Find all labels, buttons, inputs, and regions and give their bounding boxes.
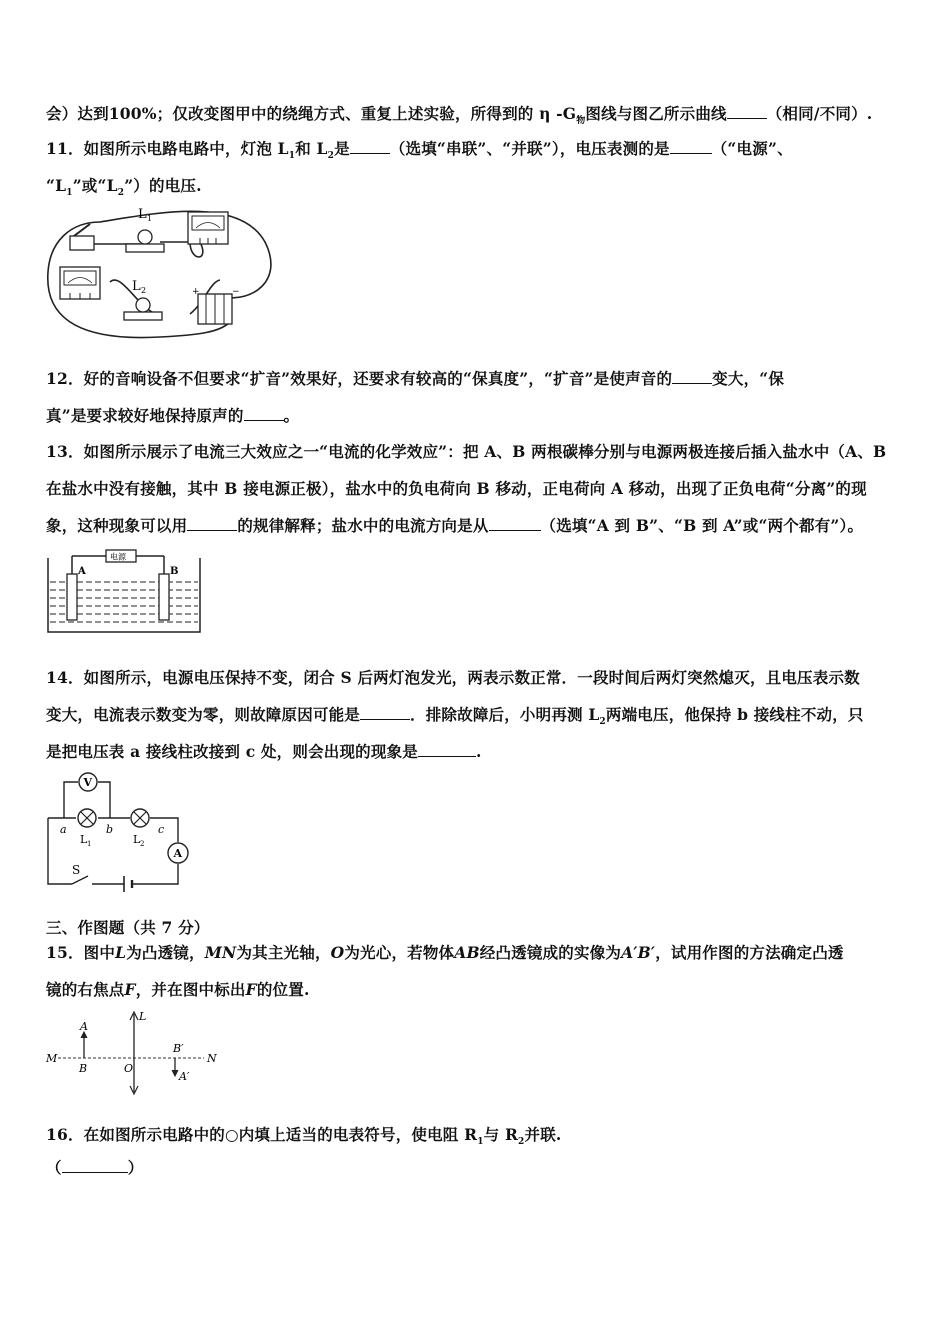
- answer-blank[interactable]: [670, 139, 712, 154]
- q14-line-3: 是把电压表 a 接线柱改接到 c 处，则会出现的现象是 .: [46, 742, 482, 761]
- q11-line-1: 11．如图所示电路电路中，灯泡 $L_1$和 $L_2$是 （选填“串联”、“并联”），电压表测的是 （“电源”、: [46, 139, 793, 162]
- svg-text:M: M: [46, 1052, 58, 1065]
- voltmeter-left: [60, 267, 100, 299]
- battery: [192, 287, 240, 324]
- svg-text:L: L: [139, 1010, 147, 1023]
- bulb-l2: [124, 279, 162, 320]
- section-heading: 三、作图题（共 7 分）: [46, 918, 210, 937]
- q13-electrolysis-figure: [44, 546, 204, 636]
- answer-blank[interactable]: [489, 516, 541, 531]
- svg-text:A: A: [173, 847, 183, 860]
- q10-tail-line: 会）达到100%；仅改变图甲中的绕绳方式、重复上述实验，所得到的 η $-G_物$图线与图乙所示曲线 （相同/不同）.: [46, 104, 873, 127]
- svg-text:c: c: [158, 823, 165, 836]
- voltmeter-top: [188, 212, 228, 244]
- svg-text:B: B: [170, 566, 179, 577]
- image-a-b: [172, 1058, 178, 1076]
- svg-text:B′: B′: [173, 1042, 184, 1055]
- answer-blank[interactable]: [672, 369, 712, 384]
- q15-lens-figure: [44, 1006, 234, 1096]
- q16-line-1: 16．在如图所示电路中的○内填上适当的电表符号，使电阻 $R_1$与 $R_2$并联.: [46, 1125, 562, 1148]
- svg-text:L: L: [133, 833, 141, 846]
- svg-text:B: B: [79, 1062, 88, 1075]
- q14-line-2: 变大，电流表示数变为零，则故障原因可能是 ．排除故障后，小明再测 $L_2$两端电压，他保持 b 接线柱不动，只: [46, 705, 864, 728]
- svg-text:+: +: [192, 287, 200, 297]
- wire: [98, 782, 110, 818]
- answer-blank[interactable]: [350, 139, 390, 154]
- lamp-l1: [78, 809, 96, 827]
- svg-text:V: V: [83, 776, 93, 789]
- q15-line-2: 镜的右焦点F，并在图中标出F的位置.: [46, 980, 310, 999]
- svg-text:A: A: [80, 1020, 88, 1033]
- answer-blank[interactable]: [244, 406, 284, 421]
- svg-text:A′: A′: [179, 1070, 190, 1083]
- svg-text:a: a: [60, 823, 67, 836]
- q11-line-2: “$L_1$”或“$L_2$”）的电压.: [46, 176, 202, 199]
- answer-blank[interactable]: [62, 1158, 128, 1173]
- svg-text:b: b: [106, 823, 114, 836]
- answer-blank[interactable]: [360, 705, 410, 720]
- q13-line-2: 在盐水中没有接触，其中 B 接电源正极），盐水中的负电荷向 B 移动，正电荷向 A 移动，出现了正负电荷“分离”的现: [46, 479, 867, 498]
- q14-circuit-figure: [44, 772, 194, 892]
- svg-text:S: S: [72, 863, 81, 877]
- svg-text:2: 2: [141, 286, 147, 295]
- carbon-rod-a: [67, 574, 77, 620]
- lamp-l2: [131, 809, 149, 827]
- ammeter: [168, 843, 188, 863]
- q16-answer-line: （ ）: [46, 1158, 144, 1177]
- svg-text:−: −: [232, 287, 240, 297]
- carbon-rod-b: [159, 574, 169, 620]
- svg-text:电源: 电源: [110, 552, 126, 562]
- q12-line-2: 真”是要求较好地保持原声的 。: [46, 406, 300, 425]
- svg-text:A: A: [78, 566, 86, 577]
- object-ab: [81, 1032, 87, 1058]
- wire: [132, 864, 178, 884]
- convex-lens: [130, 1012, 138, 1094]
- switch: [72, 876, 88, 884]
- voltmeter: [79, 773, 97, 791]
- svg-text:L: L: [132, 279, 141, 294]
- wire: [64, 782, 78, 802]
- svg-text:L: L: [80, 833, 88, 846]
- answer-blank[interactable]: [187, 516, 237, 531]
- svg-text:L: L: [138, 207, 147, 222]
- wire: [100, 211, 271, 297]
- svg-text:O: O: [124, 1062, 134, 1075]
- answer-blank[interactable]: [727, 104, 767, 119]
- svg-text:2: 2: [140, 840, 145, 848]
- svg-text:1: 1: [147, 214, 153, 223]
- answer-blank[interactable]: [418, 742, 476, 757]
- q15-line-1: 15．图中L为凸透镜，MN为其主光轴，O为光心，若物体AB经凸透镜成的实像为A′B′，试用作图的方法确定凸透: [46, 943, 844, 962]
- q13-line-3: 象，这种现象可以用 的规律解释；盐水中的电流方向是从 （选填“A 到 B”、“B 到 A”或“两个都有”）。: [46, 516, 864, 535]
- svg-text:1: 1: [87, 840, 92, 848]
- q14-line-1: 14．如图所示，电源电压保持不变，闭合 S 后两灯泡发光，两表示数正常．一段时间后两灯突然熄灭，且电压表示数: [46, 668, 860, 687]
- q13-line-1: 13．如图所示展示了电流三大效应之一“电流的化学效应”：把 A、B 两根碳棒分别与电源两极连接后插入盐水中（A、B: [46, 442, 887, 461]
- q12-line-1: 12．好的音响设备不但要求“扩音”效果好，还要求有较高的“保真度”，“扩音”是使声音的 变大，“保: [46, 369, 785, 388]
- svg-text:N: N: [207, 1052, 217, 1065]
- q11-circuit-figure: [40, 202, 290, 352]
